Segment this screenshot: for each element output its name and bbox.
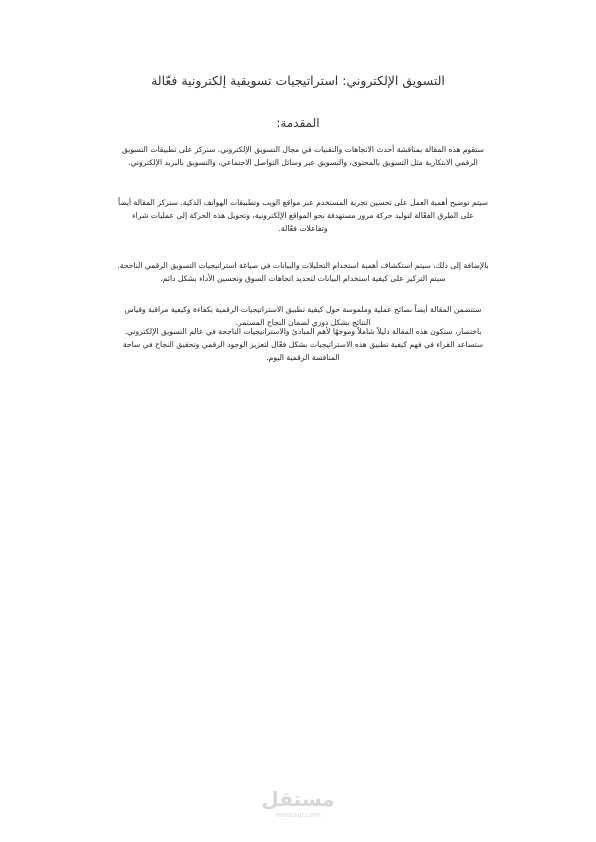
paragraph-line: ستقوم هذه المقالة بمناقشة أحدث الاتجاهات والتقنيات في مجال التسويق الإلكتروني. سنركز على تطبيقات التسويق [122,145,484,154]
paragraph-line: الرقمي الابتكارية مثل التسويق بالمحتوى، والتسويق عبر وسائل التواصل الاجتماعي، والتسويق بالبريد الإلكتروني. [128,158,478,167]
paragraph-2 [100,196,506,235]
paragraph-1 [100,143,506,169]
section-heading: المقدمة: [276,116,320,130]
article-title: التسويق الإلكتروني: استراتيجيات تسويقية إلكترونية فعّالة [151,73,445,88]
paragraph-line: النتائج بشكل دوري لضمان النجاح المستمر. [235,318,371,327]
paragraph-line: المنافسة الرقمية اليوم. [266,353,340,362]
paragraph-line: باختصار، ستكون هذه المقالة دليلاً شاملاً وموجهًا لأهم المبادئ والاستراتيجيات الناجحة في عالم التسويق الإلكتروني. [124,327,482,336]
paragraph-5 [100,325,506,364]
paragraph-line: بالإضافة إلى ذلك، سيتم استكشاف أهمية استخدام التحليلات والبيانات في صياغة استراتيجيات التسويق الرقمي الناجحة. [117,261,489,270]
paragraph-line: ستتضمن المقالة أيضاً نصائح عملية وملموسة حول كيفية تطبيق الاستراتيجيات الرقمية بكفاءة وكيفية مراقبة وقياس [124,305,482,314]
watermark-url: mostaql.com [275,811,321,819]
watermark-logo-text: مستقل [261,787,335,811]
paragraph-line: على الطرق الفعّالة لتوليد حركة مرور مستهدفة نحو المواقع الإلكترونية، وتحويل هذه الحركة إلى عمليات شراء [132,211,474,220]
paragraph-line: سيتم توضيح أهمية العمل على تحسين تجربة المستخدم عبر مواقع الويب وتطبيقات الهواتف الذكية. ستركز المقالة أيضاً [118,198,488,207]
paragraph-3 [100,259,506,285]
paragraph-line: سيتم التركيز على كيفية استخدام البيانات لتحديد اتجاهات السوق وتحسين الأداء بشكل دائم. [160,274,446,283]
mostaql-watermark [248,788,348,819]
paragraph-line: وتفاعلات فعّالة. [278,224,328,233]
paragraph-line: ستساعد القراء في فهم كيفية تطبيق هذه الاستراتيجيات بشكل فعّال لتعزيز الوجود الرقمي وتحقيق النجاح في ساحة [122,340,484,349]
